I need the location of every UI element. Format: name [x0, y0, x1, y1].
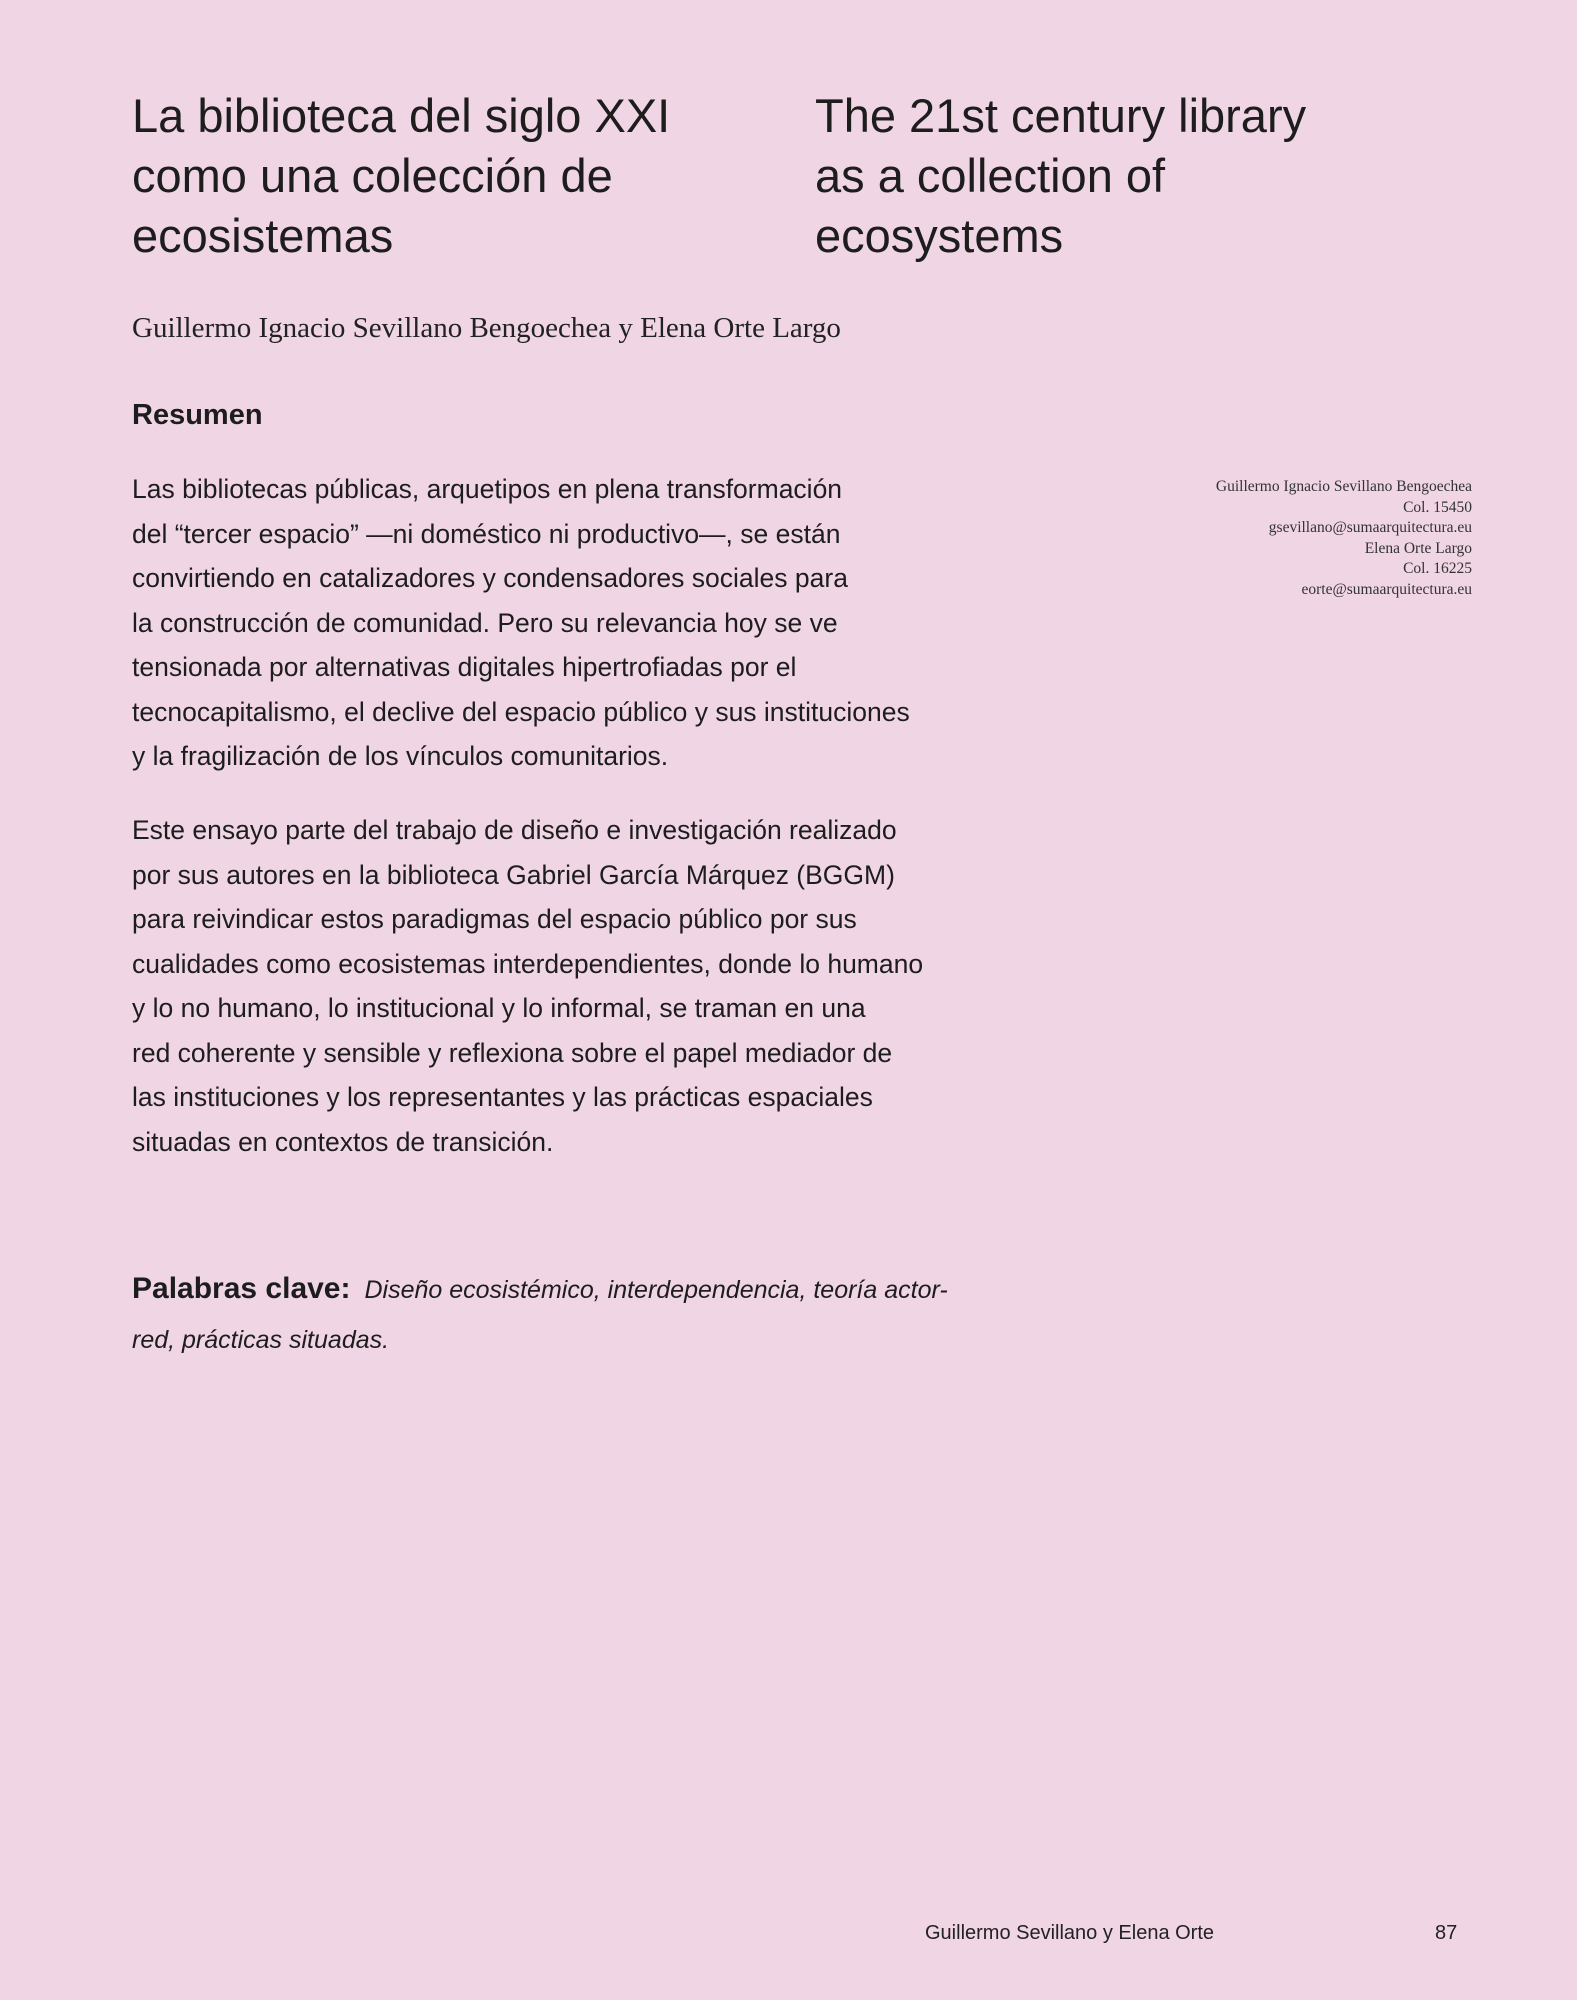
title-english-line: as a collection of — [815, 149, 1166, 202]
keywords-label: Palabras clave: — [132, 1272, 351, 1305]
title-spanish-line: como una colección de — [132, 149, 613, 202]
title-spanish-line: La biblioteca del siglo XXI — [132, 89, 671, 142]
title-spanish-line: ecosistemas — [132, 209, 394, 262]
contact-name: Elena Orte Largo — [1364, 539, 1472, 557]
abstract-line: Este ensayo parte del trabajo de diseño e investigación realizado — [132, 815, 897, 845]
abstract-line: del “tercer espacio” —ni doméstico ni productivo—, se están — [132, 518, 841, 549]
contact-email: eorte@sumaarquitectura.eu — [1301, 580, 1472, 598]
footer-authors: Guillermo Sevillano y Elena Orte — [925, 1922, 1215, 1944]
page-number: 87 — [1435, 1922, 1458, 1944]
authors-byline: Guillermo Ignacio Sevillano Bengoechea y Elena Orte Largo — [132, 312, 841, 344]
contact-email: gsevillano@sumaarquitectura.eu — [1268, 519, 1472, 536]
abstract-line: red coherente y sensible y reflexiona sobre el papel mediador de — [132, 1037, 893, 1068]
keywords — [132, 1266, 1032, 1363]
abstract-line: y la fragilización de los vínculos comunitarios. — [132, 741, 669, 771]
abstract-line: las instituciones y los representantes y las prácticas espaciales — [132, 1082, 873, 1112]
abstract-line: y lo no humano, lo institucional y lo informal, se traman en una — [132, 993, 866, 1023]
author-contact-block — [1052, 477, 1472, 600]
abstract-paragraph-2 — [132, 808, 1032, 1164]
title-spanish — [132, 86, 792, 266]
contact-membership: Col. 15450 — [1403, 498, 1472, 516]
abstract-line: Las bibliotecas públicas, arquetipos en plena transformación — [132, 474, 843, 504]
abstract-line: cualidades como ecosistemas interdependientes, donde lo humano — [132, 948, 924, 979]
keywords-line-2: red, prácticas situadas. — [132, 1326, 390, 1354]
title-english — [815, 86, 1475, 266]
abstract-line: situadas en contextos de transición. — [132, 1126, 554, 1157]
abstract-line: para reivindicar estos paradigmas del espacio público por sus — [132, 904, 857, 934]
contact-name: Guillermo Ignacio Sevillano Bengoechea — [1215, 478, 1472, 495]
abstract-line: convirtiendo en catalizadores y condensadores sociales para — [132, 563, 848, 593]
keywords-line-1 — [132, 1266, 1032, 1317]
abstract-line: la construcción de comunidad. Pero su relevancia hoy se ve — [132, 607, 838, 638]
contact-membership: Col. 16225 — [1403, 560, 1472, 577]
keywords-text: Diseño ecosistémico, interdependencia, teoría actor- — [364, 1276, 948, 1304]
title-english-line: The 21st century library — [815, 89, 1307, 142]
abstract-line: tensionada por alternativas digitales hipertrofiadas por el — [132, 652, 797, 682]
abstract-line: por sus autores en la biblioteca Gabriel García Márquez (BGGM) — [132, 859, 895, 890]
abstract-heading: Resumen — [132, 399, 263, 431]
abstract-line: tecnocapitalismo, el declive del espacio público y sus instituciones — [132, 696, 910, 727]
title-english-line: ecosystems — [815, 209, 1064, 262]
abstract-paragraph-1 — [132, 467, 1032, 779]
